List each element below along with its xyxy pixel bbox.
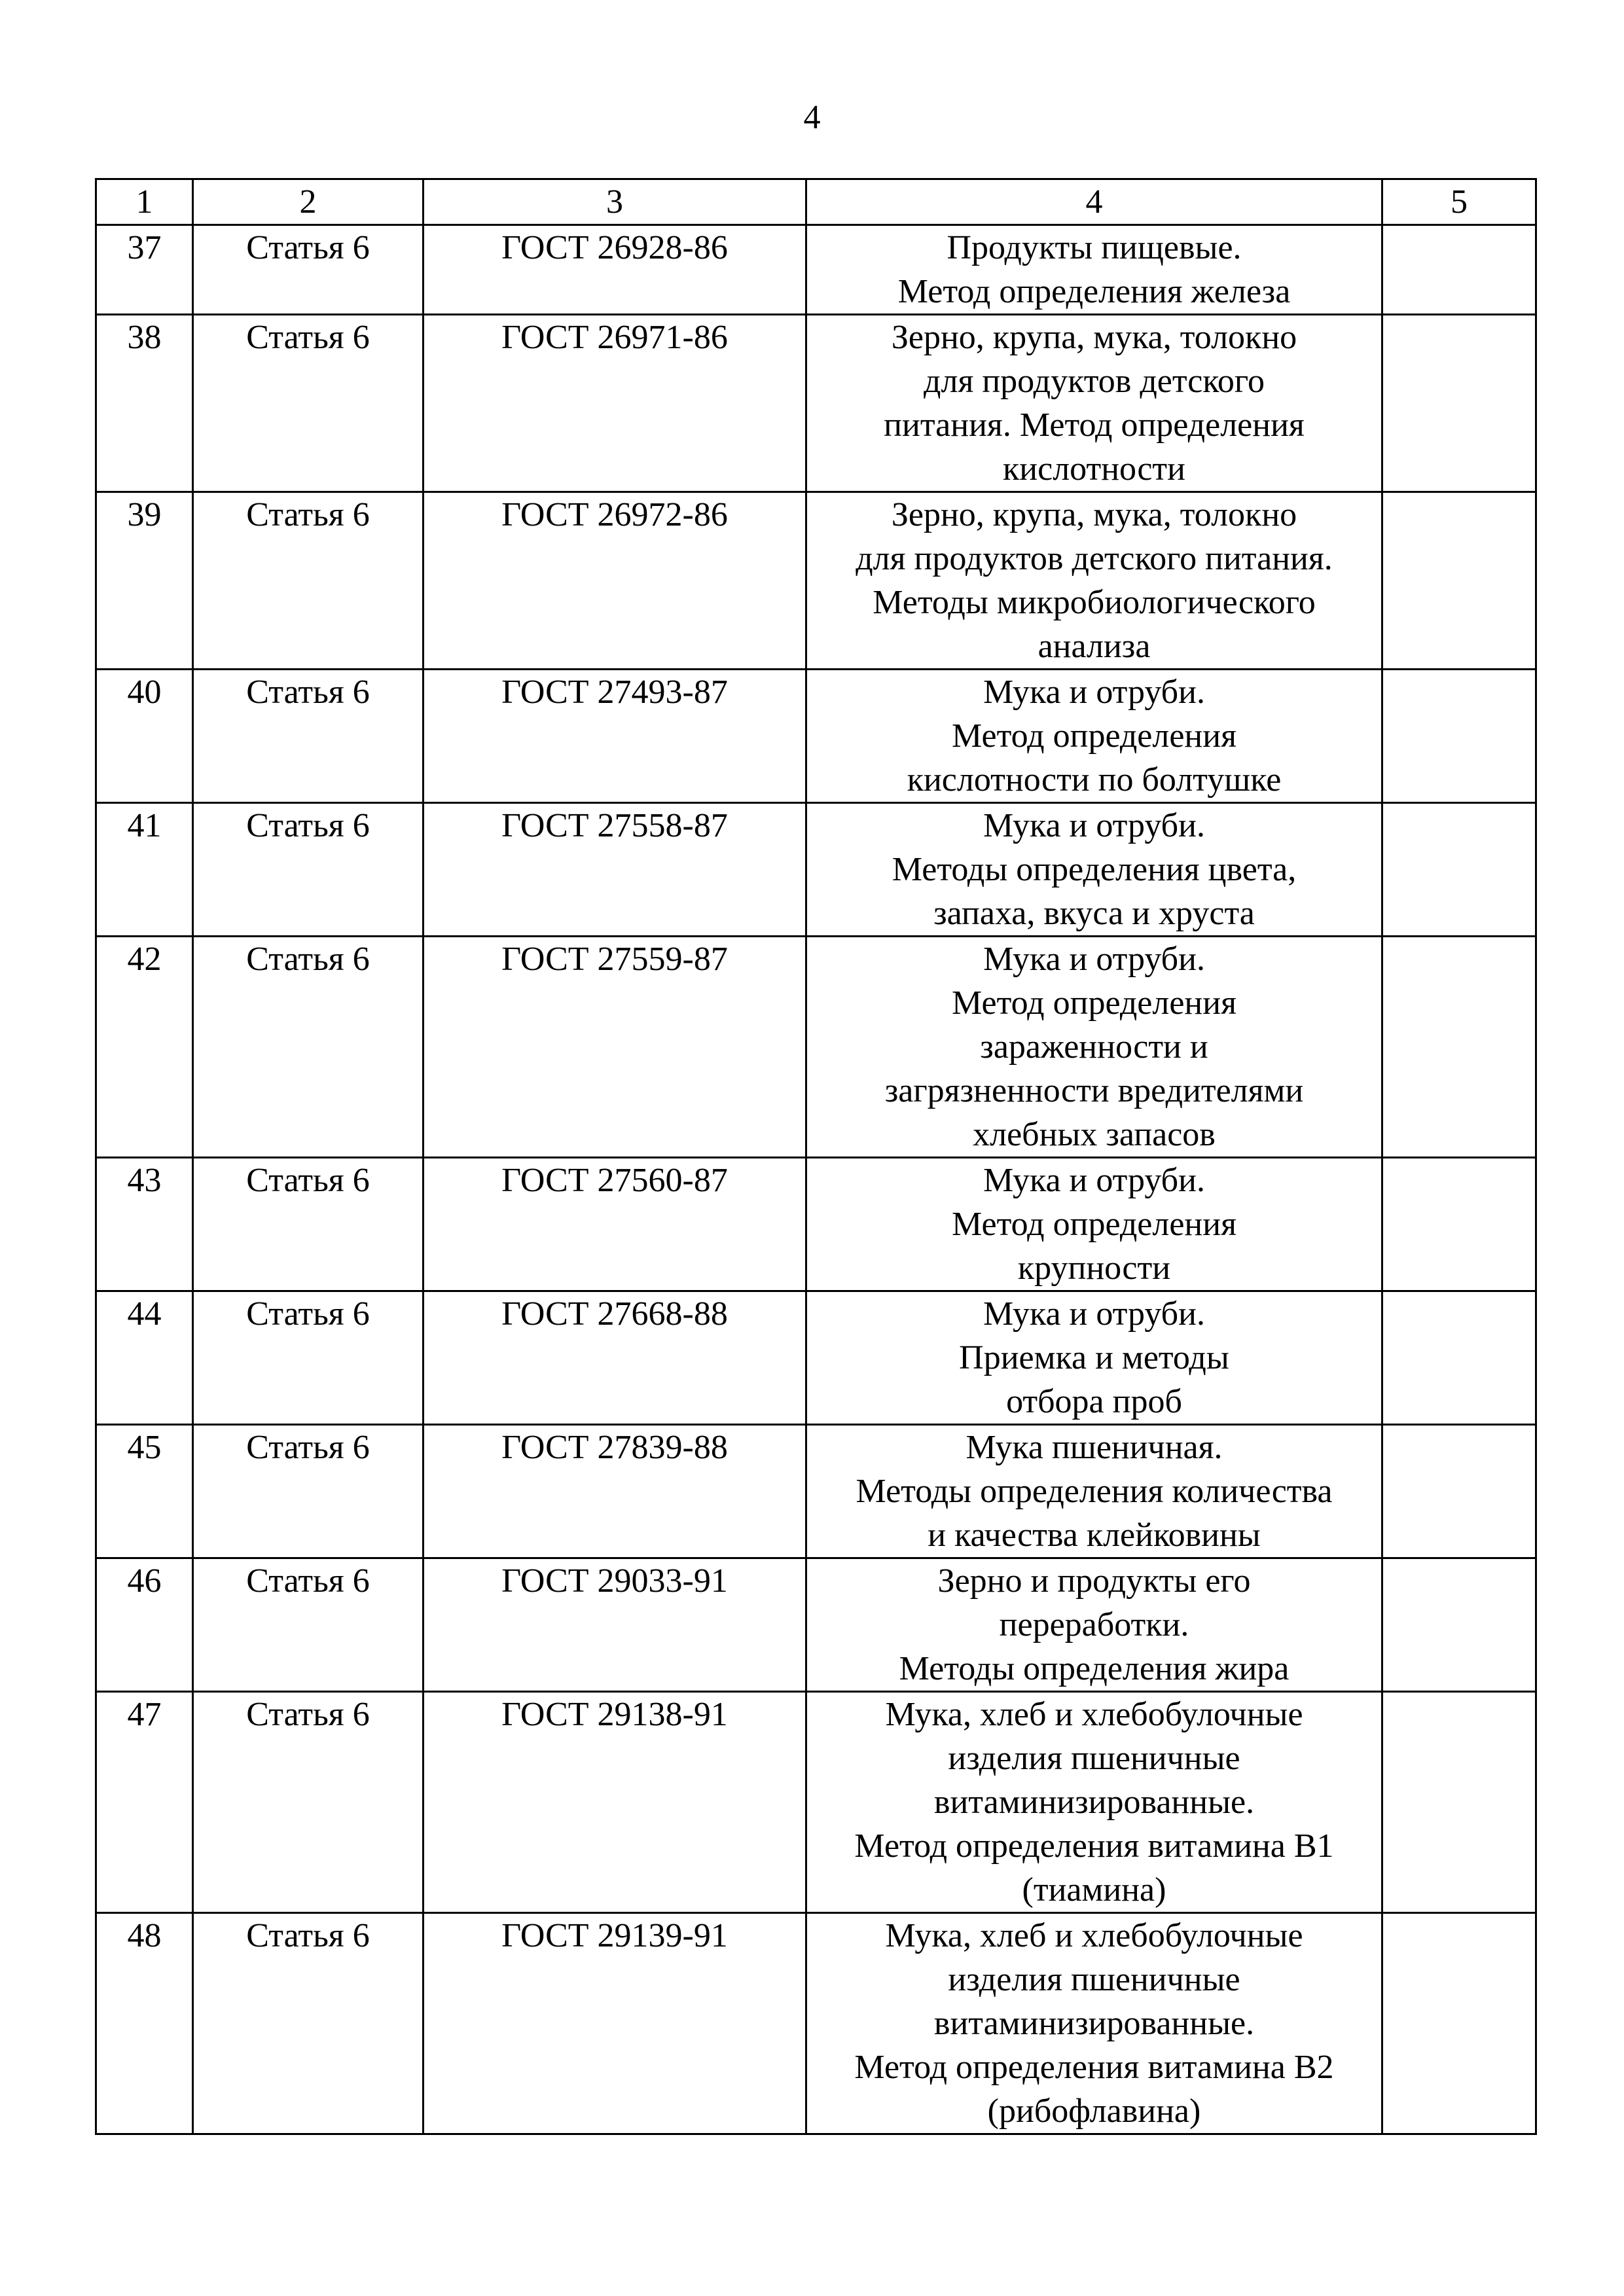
article-cell: Статья 6 [193,1291,424,1425]
row-number-cell: 43 [96,1158,193,1291]
row-number-cell: 37 [96,225,193,315]
table-row [96,315,1536,492]
standard-cell: ГОСТ 26928-86 [424,225,806,315]
article-cell: Статья 6 [193,670,424,803]
table-row [96,803,1536,937]
standard-cell: ГОСТ 27668-88 [424,1291,806,1425]
row-number-cell: 44 [96,1291,193,1425]
row-number-cell: 48 [96,1913,193,2134]
article-cell: Статья 6 [193,315,424,492]
standard-cell: ГОСТ 27839-88 [424,1425,806,1558]
standard-title-cell: Мука и отруби. Метод определения кислотности по болтушке [806,670,1382,803]
standard-title-cell: Мука пшеничная. Методы определения количества и качества клейковины [806,1425,1382,1558]
row-number-cell: 47 [96,1692,193,1913]
note-cell [1382,1291,1536,1425]
standard-cell: ГОСТ 27493-87 [424,670,806,803]
standard-title-cell: Зерно и продукты его переработки. Методы определения жира [806,1558,1382,1692]
standard-cell: ГОСТ 29033-91 [424,1558,806,1692]
table-row [96,1913,1536,2134]
note-cell [1382,1558,1536,1692]
standard-cell: ГОСТ 29138-91 [424,1692,806,1913]
article-cell: Статья 6 [193,225,424,315]
note-cell [1382,315,1536,492]
row-number-cell: 45 [96,1425,193,1558]
table-row [96,670,1536,803]
header-cell: 1 [96,179,193,225]
standard-cell: ГОСТ 26971-86 [424,315,806,492]
standard-title-cell: Мука и отруби. Метод определения зараженности и загрязненности вредителями хлебных запасов [806,937,1382,1158]
standard-title-cell: Мука и отруби. Приемка и методы отбора проб [806,1291,1382,1425]
note-cell [1382,670,1536,803]
row-number-cell: 40 [96,670,193,803]
standard-cell: ГОСТ 29139-91 [424,1913,806,2134]
row-number-cell: 39 [96,492,193,670]
standard-cell: ГОСТ 27558-87 [424,803,806,937]
standards-table [95,178,1537,2135]
article-cell: Статья 6 [193,803,424,937]
row-number-cell: 38 [96,315,193,492]
standard-title-cell: Зерно, крупа, мука, толокно для продуктов детского питания. Метод определения кислотности [806,315,1382,492]
header-cell: 4 [806,179,1382,225]
table-row [96,1291,1536,1425]
header-cell: 2 [193,179,424,225]
article-cell: Статья 6 [193,492,424,670]
row-number-cell: 41 [96,803,193,937]
article-cell: Статья 6 [193,1558,424,1692]
standard-title-cell: Мука и отруби. Метод определения крупности [806,1158,1382,1291]
note-cell [1382,225,1536,315]
article-cell: Статья 6 [193,937,424,1158]
note-cell [1382,1425,1536,1558]
table-row [96,1692,1536,1913]
table-row [96,1425,1536,1558]
header-cell: 5 [1382,179,1536,225]
page-number: 4 [803,99,821,136]
article-cell: Статья 6 [193,1158,424,1291]
table-row [96,492,1536,670]
standard-title-cell: Мука, хлеб и хлебобулочные изделия пшеничные витаминизированные. Метод определения витамина В1 (тиамина) [806,1692,1382,1913]
standard-title-cell: Мука, хлеб и хлебобулочные изделия пшеничные витаминизированные. Метод определения витамина В2 (рибофлавина) [806,1913,1382,2134]
note-cell [1382,1913,1536,2134]
article-cell: Статья 6 [193,1425,424,1558]
standard-title-cell: Продукты пищевые. Метод определения железа [806,225,1382,315]
note-cell [1382,1158,1536,1291]
article-cell: Статья 6 [193,1692,424,1913]
note-cell [1382,937,1536,1158]
note-cell [1382,803,1536,937]
note-cell [1382,1692,1536,1913]
standard-cell: ГОСТ 27559-87 [424,937,806,1158]
standard-title-cell: Зерно, крупа, мука, толокно для продуктов детского питания. Методы микробиологического анализа [806,492,1382,670]
standard-cell: ГОСТ 27560-87 [424,1158,806,1291]
table-row [96,1558,1536,1692]
table-row [96,1158,1536,1291]
standard-cell: ГОСТ 26972-86 [424,492,806,670]
row-number-cell: 46 [96,1558,193,1692]
table-header-row [96,179,1536,225]
standard-title-cell: Мука и отруби. Методы определения цвета, запаха, вкуса и хруста [806,803,1382,937]
row-number-cell: 42 [96,937,193,1158]
table-row [96,225,1536,315]
article-cell: Статья 6 [193,1913,424,2134]
note-cell [1382,492,1536,670]
header-cell: 3 [424,179,806,225]
table-row [96,937,1536,1158]
